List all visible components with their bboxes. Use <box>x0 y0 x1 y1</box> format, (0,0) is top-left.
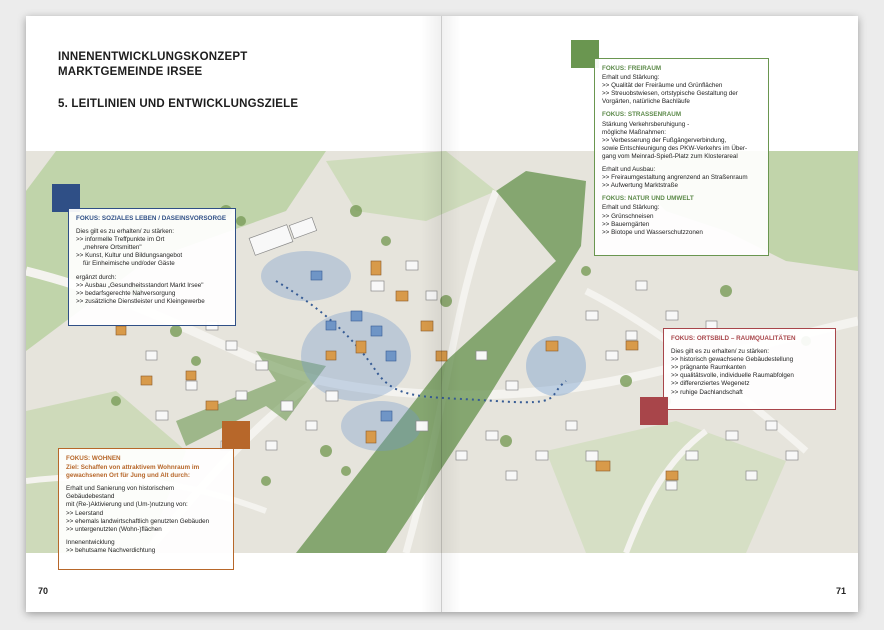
box-ortsbild-para <box>671 348 828 397</box>
text-line: >> Streuobstwiesen, ortstypische Gestaltung der <box>602 90 738 98</box>
text-line: >> Kunst, Kultur und Bildungsangebot <box>76 252 183 260</box>
box-freiraum-para1 <box>602 74 761 106</box>
box-soziales-heading: FOKUS: SOZIALES LEBEN / DASEINSVORSORGE <box>76 215 227 222</box>
text-line: sowie Entschleunigung des PKW-Verkehrs im Über- <box>602 144 748 152</box>
box-wohnen <box>58 448 234 570</box>
text-line: Stärkung Verkehrsberuhigung - <box>602 120 690 128</box>
box-soziales-leben <box>68 208 236 326</box>
page-number-right: 71 <box>836 586 847 596</box>
text-line: >> Biotope und Wasserschutzzonen <box>602 228 703 236</box>
text-line: >> ehemals landwirtschaftlich genutzten Gebäuden <box>66 517 210 525</box>
text-line: Innenentwicklung <box>66 538 115 546</box>
box-wohnen-para1 <box>66 485 226 534</box>
box-ortsbild <box>663 328 836 410</box>
text-line: Ziel: Schaffen von attraktivem Wohnraum im <box>66 464 200 472</box>
box-strassenraum-para <box>602 121 761 161</box>
red-marker-square <box>640 397 668 425</box>
text-line: >> differenziertes Wegenetz <box>671 380 750 388</box>
box-ausbau-para <box>602 166 761 190</box>
text-line: für Einheimische und/oder Gäste <box>76 260 175 268</box>
text-line: gang vom Meinrad-Spieß-Platz zum Klosterareal <box>602 152 738 160</box>
box-wohnen-goal <box>66 464 226 480</box>
box-wohnen-para2 <box>66 539 226 555</box>
text-line: >> untergenutzten (Wohn-)flächen <box>66 525 162 533</box>
box-ortsbild-heading: FOKUS: ORTSBILD – RAUMQUALITÄTEN <box>671 335 796 342</box>
section-title: 5. LEITLINIEN UND ENTWICKLUNGSZIELE <box>58 98 299 110</box>
text-line: >> Freiraumgestaltung angrenzend an Straßenraum <box>602 174 748 182</box>
text-line: „mehrere Ortsmitten" <box>76 244 142 252</box>
text-line: mit (Re-)Aktivierung und (Um-)nutzung von: <box>66 501 188 509</box>
text-line: >> bedarfsgerechte Nahversorgung <box>76 289 176 297</box>
box-strassenraum-heading: FOKUS: STRASSENRAUM <box>602 111 682 119</box>
page-fold <box>441 16 442 612</box>
text-line: mögliche Maßnahmen: <box>602 128 667 136</box>
box-freiraum-heading: FOKUS: FREIRAUM <box>602 65 662 72</box>
text-line: gewachsenen Ort für Jung und Alt durch: <box>66 472 190 480</box>
box-natur-heading: FOKUS: NATUR UND UMWELT <box>602 195 694 203</box>
text-line: Vorgärten, natürliche Bachläufe <box>602 98 690 106</box>
document-title <box>58 50 247 80</box>
text-line: >> prägnante Raumkanten <box>671 364 746 372</box>
text-line: >> zusätzliche Dienstleister und Kleingewerbe <box>76 297 205 305</box>
text-line: >> Ausbau „Gesundheitsstandort Markt Irsee" <box>76 281 204 289</box>
title-line-2: MARKTGEMEINDE IRSEE <box>58 66 203 78</box>
text-line: >> Bauerngärten <box>602 220 650 228</box>
box-natur-para <box>602 204 761 236</box>
text-line: >> Grünschneisen <box>602 212 654 220</box>
text-line: Dies gilt es zu erhalten/ zu stärken: <box>76 228 174 236</box>
text-line: >> qualitätsvolle, individuelle Raumabfolgen <box>671 372 794 380</box>
text-line: Erhalt und Ausbau: <box>602 166 656 174</box>
orange-marker-square <box>222 421 250 449</box>
box-soziales-para1 <box>76 228 228 268</box>
book-spread <box>26 16 858 612</box>
box-wohnen-heading: FOKUS: WOHNEN <box>66 455 121 462</box>
text-line: ergänzt durch: <box>76 273 117 281</box>
text-line: >> Leerstand <box>66 509 104 517</box>
box-soziales-para2 <box>76 274 228 306</box>
box-freiraum <box>594 58 769 256</box>
text-line: >> Verbesserung der Fußgängerverbindung, <box>602 136 727 144</box>
text-line: Erhalt und Stärkung: <box>602 74 660 82</box>
text-line: Erhalt und Stärkung: <box>602 204 660 212</box>
text-line: Erhalt und Sanierung von historischem <box>66 485 175 493</box>
text-line: >> Aufwertung Marktstraße <box>602 182 678 190</box>
title-line-1: INNENENTWICKLUNGSKONZEPT <box>58 51 248 63</box>
text-line: >> Qualität der Freiräume und Grünflächen <box>602 82 723 90</box>
text-line: >> ruhige Dachlandschaft <box>671 388 743 396</box>
text-line: >> historisch gewachsene Gebäudestellung <box>671 356 794 364</box>
page-number-left: 70 <box>38 586 49 596</box>
text-line: Gebäudebestand <box>66 493 115 501</box>
text-line: Dies gilt es zu erhalten/ zu stärken: <box>671 348 769 356</box>
text-line: >> behutsame Nachverdichtung <box>66 546 156 554</box>
text-line: >> informelle Treffpunkte im Ort <box>76 236 165 244</box>
